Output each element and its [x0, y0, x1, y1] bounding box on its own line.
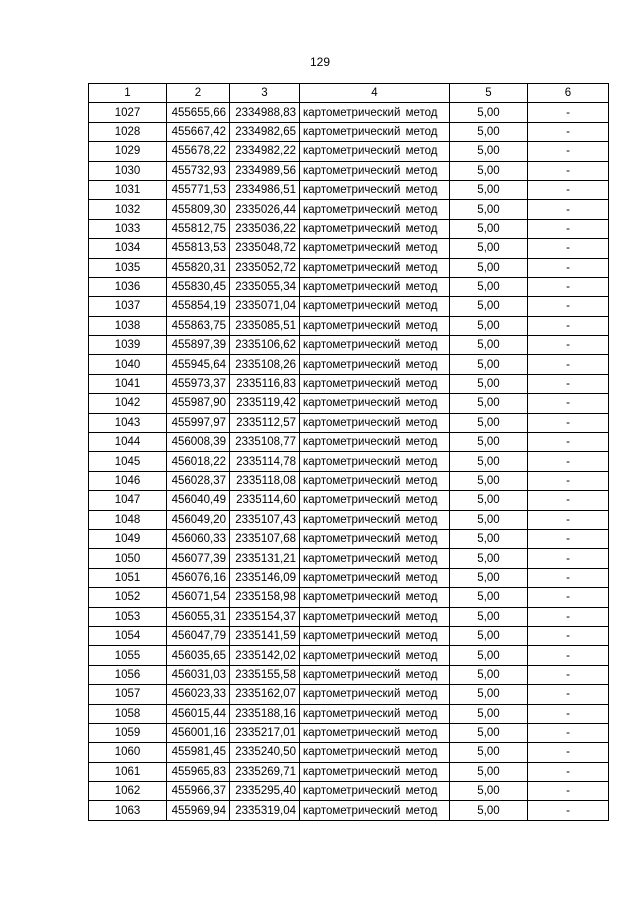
method-cell: картометрический метод — [300, 219, 450, 238]
point-number-cell: 1034 — [89, 239, 167, 258]
y-coordinate-cell: 2335269,71 — [230, 762, 300, 781]
x-coordinate-cell: 456071,54 — [167, 588, 230, 607]
precision-cell: 5,00 — [450, 219, 528, 238]
point-number-cell: 1059 — [89, 723, 167, 742]
x-coordinate-cell: 456015,44 — [167, 704, 230, 723]
note-cell: - — [528, 607, 609, 626]
x-coordinate-cell: 456023,33 — [167, 685, 230, 704]
x-coordinate-cell: 456049,20 — [167, 510, 230, 529]
note-cell: - — [528, 704, 609, 723]
table-row — [89, 471, 609, 490]
y-coordinate-cell: 2335106,62 — [230, 336, 300, 355]
x-coordinate-cell: 455812,75 — [167, 219, 230, 238]
y-coordinate-cell: 2335085,51 — [230, 316, 300, 335]
method-cell: картометрический метод — [300, 433, 450, 452]
point-number-cell: 1027 — [89, 103, 167, 122]
method-cell: картометрический метод — [300, 452, 450, 471]
y-coordinate-cell: 2335114,78 — [230, 452, 300, 471]
x-coordinate-cell: 455945,64 — [167, 355, 230, 374]
x-coordinate-cell: 455813,53 — [167, 239, 230, 258]
y-coordinate-cell: 2334982,65 — [230, 122, 300, 141]
note-cell: - — [528, 336, 609, 355]
precision-cell: 5,00 — [450, 394, 528, 413]
precision-cell: 5,00 — [450, 180, 528, 199]
y-coordinate-cell: 2335158,98 — [230, 588, 300, 607]
note-cell: - — [528, 316, 609, 335]
method-cell: картометрический метод — [300, 801, 450, 820]
table-row — [89, 394, 609, 413]
precision-cell: 5,00 — [450, 510, 528, 529]
precision-cell: 5,00 — [450, 239, 528, 258]
y-coordinate-cell: 2335162,07 — [230, 685, 300, 704]
x-coordinate-cell: 456077,39 — [167, 549, 230, 568]
method-cell: картометрический метод — [300, 665, 450, 684]
y-coordinate-cell: 2335146,09 — [230, 568, 300, 587]
point-number-cell: 1042 — [89, 394, 167, 413]
x-coordinate-cell: 456040,49 — [167, 491, 230, 510]
note-cell: - — [528, 239, 609, 258]
note-cell: - — [528, 491, 609, 510]
x-coordinate-cell: 456031,03 — [167, 665, 230, 684]
point-number-cell: 1046 — [89, 471, 167, 490]
note-cell: - — [528, 103, 609, 122]
table-row — [89, 568, 609, 587]
y-coordinate-cell: 2334986,51 — [230, 180, 300, 199]
table-row — [89, 762, 609, 781]
method-cell: картометрический метод — [300, 200, 450, 219]
x-coordinate-cell: 455969,94 — [167, 801, 230, 820]
method-cell: картометрический метод — [300, 374, 450, 393]
note-cell: - — [528, 200, 609, 219]
note-cell: - — [528, 665, 609, 684]
precision-cell: 5,00 — [450, 413, 528, 432]
table-row — [89, 122, 609, 141]
note-cell: - — [528, 782, 609, 801]
point-number-cell: 1031 — [89, 180, 167, 199]
method-cell: картометрический метод — [300, 239, 450, 258]
precision-cell: 5,00 — [450, 665, 528, 684]
y-coordinate-cell: 2335240,50 — [230, 743, 300, 762]
x-coordinate-cell: 455732,93 — [167, 161, 230, 180]
note-cell: - — [528, 529, 609, 548]
coordinates-table — [88, 83, 609, 821]
note-cell: - — [528, 801, 609, 820]
y-coordinate-cell: 2335295,40 — [230, 782, 300, 801]
x-coordinate-cell: 455987,90 — [167, 394, 230, 413]
method-cell: картометрический метод — [300, 529, 450, 548]
column-header-4: 4 — [300, 84, 450, 103]
x-coordinate-cell: 456018,22 — [167, 452, 230, 471]
table-row — [89, 316, 609, 335]
method-cell: картометрический метод — [300, 355, 450, 374]
method-cell: картометрический метод — [300, 394, 450, 413]
point-number-cell: 1054 — [89, 626, 167, 645]
method-cell: картометрический метод — [300, 685, 450, 704]
note-cell: - — [528, 413, 609, 432]
table-row — [89, 491, 609, 510]
note-cell: - — [528, 588, 609, 607]
method-cell: картометрический метод — [300, 568, 450, 587]
note-cell: - — [528, 568, 609, 587]
x-coordinate-cell: 455997,97 — [167, 413, 230, 432]
y-coordinate-cell: 2335155,58 — [230, 665, 300, 684]
point-number-cell: 1053 — [89, 607, 167, 626]
point-number-cell: 1029 — [89, 142, 167, 161]
precision-cell: 5,00 — [450, 355, 528, 374]
x-coordinate-cell: 455655,66 — [167, 103, 230, 122]
note-cell: - — [528, 549, 609, 568]
y-coordinate-cell: 2335071,04 — [230, 297, 300, 316]
table-row — [89, 646, 609, 665]
table-row — [89, 452, 609, 471]
x-coordinate-cell: 455863,75 — [167, 316, 230, 335]
table-row — [89, 336, 609, 355]
method-cell: картометрический метод — [300, 258, 450, 277]
precision-cell: 5,00 — [450, 374, 528, 393]
precision-cell: 5,00 — [450, 646, 528, 665]
y-coordinate-cell: 2335118,08 — [230, 471, 300, 490]
x-coordinate-cell: 455771,53 — [167, 180, 230, 199]
table-row — [89, 626, 609, 645]
table-row — [89, 549, 609, 568]
point-number-cell: 1044 — [89, 433, 167, 452]
precision-cell: 5,00 — [450, 626, 528, 645]
note-cell: - — [528, 646, 609, 665]
method-cell: картометрический метод — [300, 180, 450, 199]
x-coordinate-cell: 455965,83 — [167, 762, 230, 781]
point-number-cell: 1055 — [89, 646, 167, 665]
note-cell: - — [528, 743, 609, 762]
column-header-2: 2 — [167, 84, 230, 103]
table-row — [89, 277, 609, 296]
point-number-cell: 1061 — [89, 762, 167, 781]
y-coordinate-cell: 2335188,16 — [230, 704, 300, 723]
point-number-cell: 1037 — [89, 297, 167, 316]
table-row — [89, 723, 609, 742]
point-number-cell: 1060 — [89, 743, 167, 762]
method-cell: картометрический метод — [300, 723, 450, 742]
table-row — [89, 355, 609, 374]
method-cell: картометрический метод — [300, 743, 450, 762]
note-cell: - — [528, 510, 609, 529]
column-header-3: 3 — [230, 84, 300, 103]
precision-cell: 5,00 — [450, 452, 528, 471]
table-row — [89, 782, 609, 801]
note-cell: - — [528, 180, 609, 199]
precision-cell: 5,00 — [450, 588, 528, 607]
precision-cell: 5,00 — [450, 529, 528, 548]
method-cell: картометрический метод — [300, 588, 450, 607]
point-number-cell: 1047 — [89, 491, 167, 510]
method-cell: картометрический метод — [300, 510, 450, 529]
point-number-cell: 1039 — [89, 336, 167, 355]
method-cell: картометрический метод — [300, 122, 450, 141]
note-cell: - — [528, 723, 609, 742]
header-row — [89, 84, 609, 103]
note-cell: - — [528, 685, 609, 704]
point-number-cell: 1050 — [89, 549, 167, 568]
x-coordinate-cell: 456060,33 — [167, 529, 230, 548]
table-body — [89, 103, 609, 820]
x-coordinate-cell: 455897,39 — [167, 336, 230, 355]
precision-cell: 5,00 — [450, 685, 528, 704]
y-coordinate-cell: 2335055,34 — [230, 277, 300, 296]
precision-cell: 5,00 — [450, 782, 528, 801]
x-coordinate-cell: 456008,39 — [167, 433, 230, 452]
note-cell: - — [528, 142, 609, 161]
precision-cell: 5,00 — [450, 258, 528, 277]
precision-cell: 5,00 — [450, 801, 528, 820]
precision-cell: 5,00 — [450, 607, 528, 626]
note-cell: - — [528, 161, 609, 180]
table-row — [89, 665, 609, 684]
x-coordinate-cell: 456028,37 — [167, 471, 230, 490]
precision-cell: 5,00 — [450, 200, 528, 219]
table-row — [89, 142, 609, 161]
point-number-cell: 1048 — [89, 510, 167, 529]
y-coordinate-cell: 2335131,21 — [230, 549, 300, 568]
method-cell: картометрический метод — [300, 646, 450, 665]
precision-cell: 5,00 — [450, 277, 528, 296]
point-number-cell: 1057 — [89, 685, 167, 704]
x-coordinate-cell: 455981,45 — [167, 743, 230, 762]
point-number-cell: 1035 — [89, 258, 167, 277]
table-row — [89, 607, 609, 626]
note-cell: - — [528, 122, 609, 141]
note-cell: - — [528, 374, 609, 393]
x-coordinate-cell: 456047,79 — [167, 626, 230, 645]
point-number-cell: 1036 — [89, 277, 167, 296]
point-number-cell: 1058 — [89, 704, 167, 723]
method-cell: картометрический метод — [300, 277, 450, 296]
y-coordinate-cell: 2335107,43 — [230, 510, 300, 529]
method-cell: картометрический метод — [300, 161, 450, 180]
precision-cell: 5,00 — [450, 762, 528, 781]
point-number-cell: 1056 — [89, 665, 167, 684]
note-cell: - — [528, 219, 609, 238]
table-row — [89, 704, 609, 723]
method-cell: картометрический метод — [300, 142, 450, 161]
y-coordinate-cell: 2335141,59 — [230, 626, 300, 645]
x-coordinate-cell: 456055,31 — [167, 607, 230, 626]
x-coordinate-cell: 455973,37 — [167, 374, 230, 393]
point-number-cell: 1049 — [89, 529, 167, 548]
y-coordinate-cell: 2335154,37 — [230, 607, 300, 626]
method-cell: картометрический метод — [300, 471, 450, 490]
point-number-cell: 1038 — [89, 316, 167, 335]
point-number-cell: 1033 — [89, 219, 167, 238]
precision-cell: 5,00 — [450, 142, 528, 161]
y-coordinate-cell: 2334989,56 — [230, 161, 300, 180]
table-row — [89, 801, 609, 820]
table-row — [89, 161, 609, 180]
point-number-cell: 1062 — [89, 782, 167, 801]
y-coordinate-cell: 2335116,83 — [230, 374, 300, 393]
x-coordinate-cell: 455830,45 — [167, 277, 230, 296]
table-row — [89, 433, 609, 452]
y-coordinate-cell: 2335048,72 — [230, 239, 300, 258]
y-coordinate-cell: 2335052,72 — [230, 258, 300, 277]
table-row — [89, 180, 609, 199]
method-cell: картометрический метод — [300, 336, 450, 355]
precision-cell: 5,00 — [450, 743, 528, 762]
point-number-cell: 1041 — [89, 374, 167, 393]
x-coordinate-cell: 455820,31 — [167, 258, 230, 277]
table-row — [89, 510, 609, 529]
column-header-6: 6 — [528, 84, 609, 103]
y-coordinate-cell: 2335026,44 — [230, 200, 300, 219]
method-cell: картометрический метод — [300, 491, 450, 510]
method-cell: картометрический метод — [300, 782, 450, 801]
note-cell: - — [528, 471, 609, 490]
column-header-1: 1 — [89, 84, 167, 103]
point-number-cell: 1028 — [89, 122, 167, 141]
table-row — [89, 200, 609, 219]
precision-cell: 5,00 — [450, 723, 528, 742]
x-coordinate-cell: 455966,37 — [167, 782, 230, 801]
precision-cell: 5,00 — [450, 549, 528, 568]
precision-cell: 5,00 — [450, 568, 528, 587]
y-coordinate-cell: 2335114,60 — [230, 491, 300, 510]
y-coordinate-cell: 2335108,77 — [230, 433, 300, 452]
table-row — [89, 374, 609, 393]
precision-cell: 5,00 — [450, 161, 528, 180]
y-coordinate-cell: 2334982,22 — [230, 142, 300, 161]
y-coordinate-cell: 2335036,22 — [230, 219, 300, 238]
x-coordinate-cell: 455667,42 — [167, 122, 230, 141]
y-coordinate-cell: 2335107,68 — [230, 529, 300, 548]
note-cell: - — [528, 433, 609, 452]
y-coordinate-cell: 2335217,01 — [230, 723, 300, 742]
page-number: 129 — [309, 55, 331, 69]
table-row — [89, 685, 609, 704]
table-row — [89, 103, 609, 122]
point-number-cell: 1051 — [89, 568, 167, 587]
precision-cell: 5,00 — [450, 704, 528, 723]
method-cell: картометрический метод — [300, 103, 450, 122]
precision-cell: 5,00 — [450, 491, 528, 510]
x-coordinate-cell: 455809,30 — [167, 200, 230, 219]
precision-cell: 5,00 — [450, 122, 528, 141]
y-coordinate-cell: 2335119,42 — [230, 394, 300, 413]
note-cell: - — [528, 626, 609, 645]
method-cell: картометрический метод — [300, 704, 450, 723]
point-number-cell: 1063 — [89, 801, 167, 820]
precision-cell: 5,00 — [450, 471, 528, 490]
point-number-cell: 1045 — [89, 452, 167, 471]
table-row — [89, 219, 609, 238]
precision-cell: 5,00 — [450, 433, 528, 452]
point-number-cell: 1040 — [89, 355, 167, 374]
table-row — [89, 239, 609, 258]
table-row — [89, 588, 609, 607]
x-coordinate-cell: 456035,65 — [167, 646, 230, 665]
y-coordinate-cell: 2335142,02 — [230, 646, 300, 665]
y-coordinate-cell: 2335319,04 — [230, 801, 300, 820]
note-cell: - — [528, 277, 609, 296]
precision-cell: 5,00 — [450, 336, 528, 355]
method-cell: картометрический метод — [300, 607, 450, 626]
point-number-cell: 1043 — [89, 413, 167, 432]
table-row — [89, 529, 609, 548]
note-cell: - — [528, 452, 609, 471]
note-cell: - — [528, 394, 609, 413]
note-cell: - — [528, 762, 609, 781]
note-cell: - — [528, 258, 609, 277]
point-number-cell: 1030 — [89, 161, 167, 180]
method-cell: картометрический метод — [300, 413, 450, 432]
method-cell: картометрический метод — [300, 549, 450, 568]
y-coordinate-cell: 2334988,83 — [230, 103, 300, 122]
method-cell: картометрический метод — [300, 762, 450, 781]
method-cell: картометрический метод — [300, 626, 450, 645]
table-row — [89, 258, 609, 277]
table-row — [89, 413, 609, 432]
x-coordinate-cell: 455678,22 — [167, 142, 230, 161]
table-row — [89, 297, 609, 316]
precision-cell: 5,00 — [450, 103, 528, 122]
precision-cell: 5,00 — [450, 297, 528, 316]
table-header — [89, 84, 609, 103]
x-coordinate-cell: 456001,16 — [167, 723, 230, 742]
table-row — [89, 743, 609, 762]
method-cell: картометрический метод — [300, 297, 450, 316]
note-cell: - — [528, 355, 609, 374]
x-coordinate-cell: 455854,19 — [167, 297, 230, 316]
note-cell: - — [528, 297, 609, 316]
y-coordinate-cell: 2335112,57 — [230, 413, 300, 432]
y-coordinate-cell: 2335108,26 — [230, 355, 300, 374]
x-coordinate-cell: 456076,16 — [167, 568, 230, 587]
precision-cell: 5,00 — [450, 316, 528, 335]
point-number-cell: 1032 — [89, 200, 167, 219]
method-cell: картометрический метод — [300, 316, 450, 335]
column-header-5: 5 — [450, 84, 528, 103]
point-number-cell: 1052 — [89, 588, 167, 607]
